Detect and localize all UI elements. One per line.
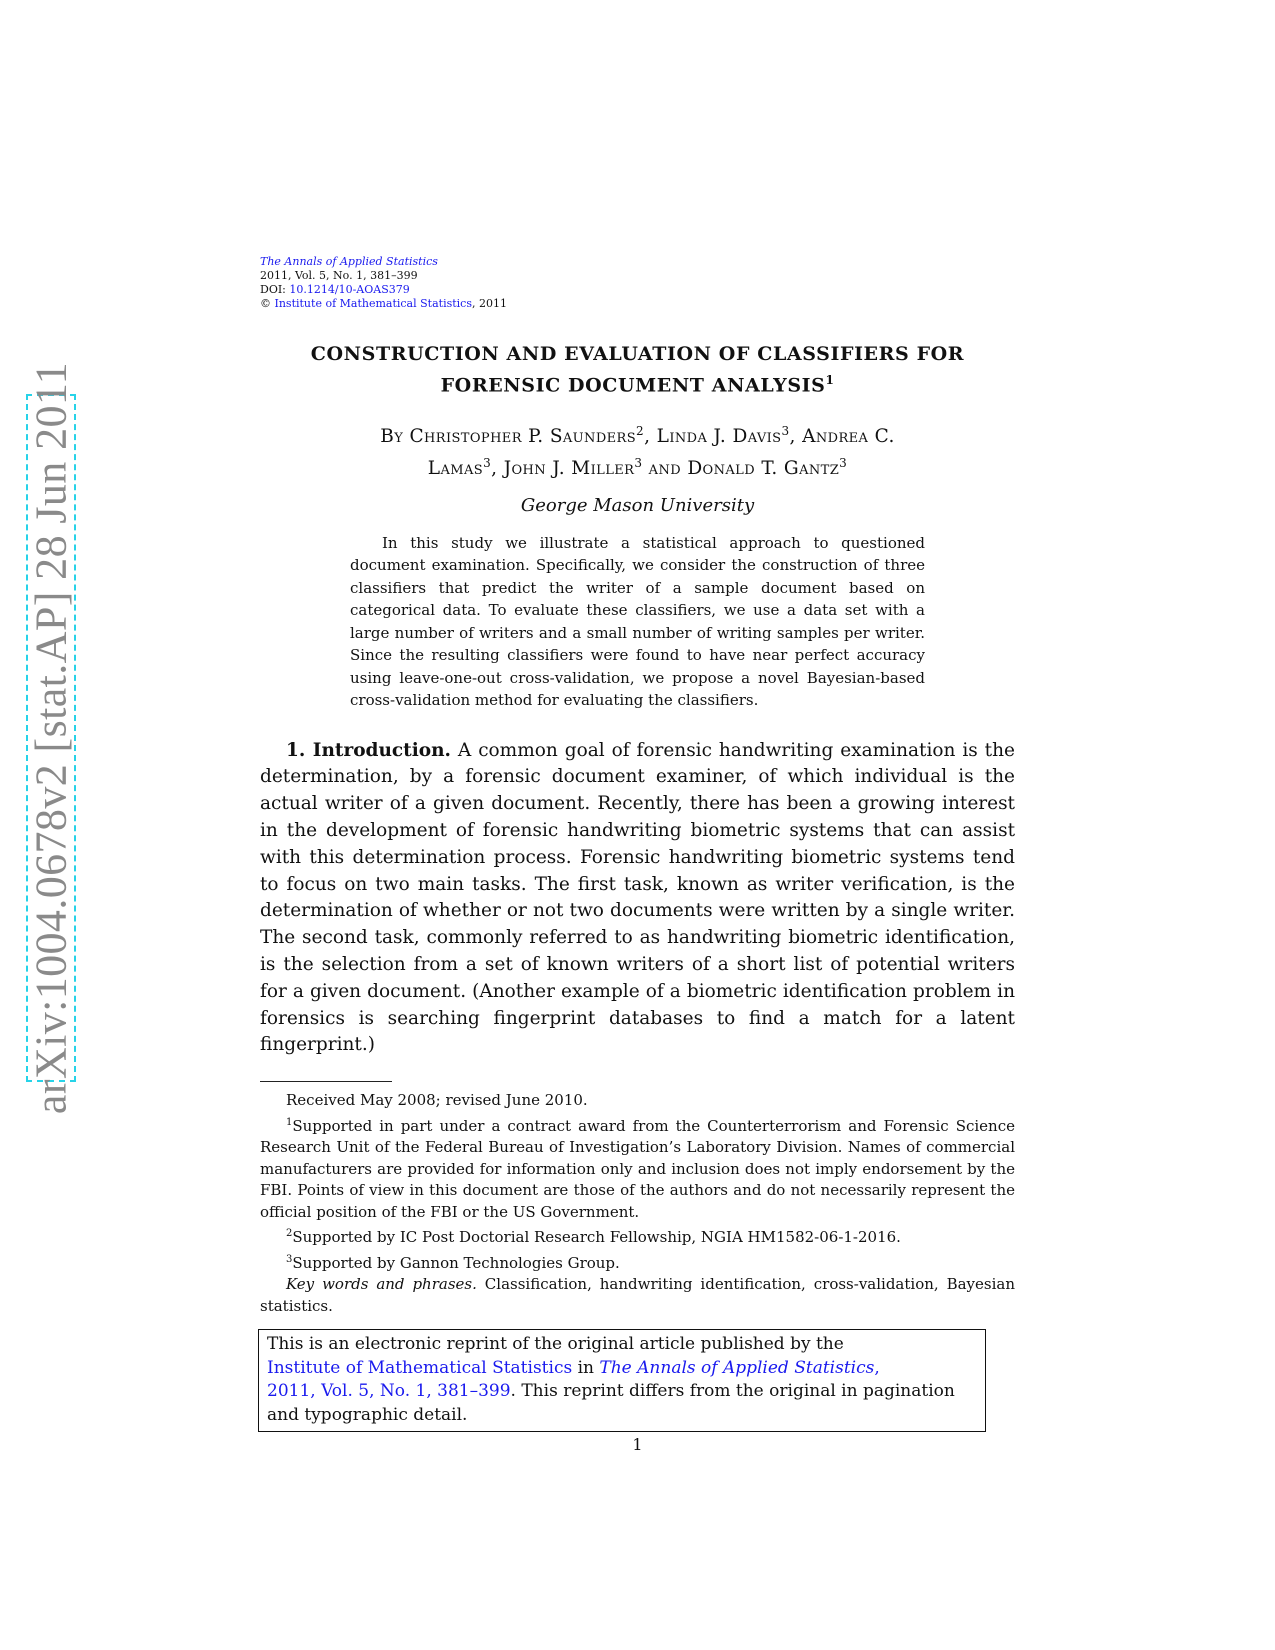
received-date: Received May 2008; revised June 2010. <box>286 1091 588 1110</box>
author-lamas-last: Lamas <box>427 458 484 480</box>
footnote-divider <box>260 1081 392 1082</box>
reprint-text: . This reprint differs from the original in pagination and typographic detail. <box>267 1381 955 1425</box>
journal-header <box>260 255 1015 311</box>
author-separator: , <box>789 426 796 448</box>
title-footnote-mark: 1 <box>825 373 835 387</box>
section-heading: 1. Introduction. <box>286 739 451 761</box>
footnote-mark: 2 <box>286 1228 293 1240</box>
keywords <box>260 1274 1015 1317</box>
page-number: 1 <box>632 1435 643 1455</box>
journal-issue: 2011, Vol. 5, No. 1, 381–399 <box>260 269 418 282</box>
keywords-text: Classification, handwriting identification, cross-validation, Bayesian statistics. <box>260 1275 1015 1315</box>
author-and: and <box>648 458 682 480</box>
introduction-section <box>260 738 1015 1060</box>
reprint-notice <box>258 1329 986 1432</box>
arxiv-identifier: arXiv:1004.0678v2 [stat.AP] 28 Jun 2011 <box>26 361 76 1115</box>
author-by: By <box>380 426 404 448</box>
reprint-issue-link[interactable]: 2011, Vol. 5, No. 1, 381–399 <box>267 1381 511 1402</box>
author-mark: 3 <box>634 456 643 471</box>
footnote-text: Supported in part under a contract award from the Counterterrorism and Forensic Science Research Unit of the Federal Bureau of Investigation’s Laboratory Division. Names of commercial manufacturers are provided for information only and inclusion does not imply endorsement by the FBI. Points of view in this document are those of the authors and do not necessarily represent the official position of the FBI or the US Government. <box>260 1116 1015 1221</box>
author-lamas-first: Andrea C. <box>802 426 895 448</box>
introduction-text: A common goal of forensic handwriting examination is the determination, by a forensic document examiner, of which individual is the actual writer of a given document. Recently, there has been a growing interest in the development of forensic handwriting biometric systems that can assist with this determination process. Forensic handwriting biometric systems tend to focus on two main tasks. The first task, known as writer verification, is the determination of whether or not two documents were written by a single writer. The second task, commonly referred to as handwriting biometric identification, is the selection from a set of known writers of a short list of potential writers for a given document. (Another example of a biometric identification problem in forensics is searching fingerprint databases to find a match for a latent fingerprint.) <box>260 739 1015 1056</box>
paper-page <box>260 255 1015 1454</box>
author-mark: 3 <box>781 424 790 439</box>
author-separator: , <box>491 458 498 480</box>
copyright-year: , 2011 <box>471 297 507 310</box>
author-separator: , <box>644 426 651 448</box>
abstract: In this study we illustrate a statistical approach to questioned document examination. Specifically, we consider the construction of three classifiers that predict the writer of a sample document based on categorical data. To evaluate these classifiers, we use a data set with a large number of writers and a small number of writing samples per writer. Since the resulting classifiers were found to have near perfect accuracy using leave-one-out cross-validation, we propose a novel Bayesian-based cross-validation method for evaluating the classifiers. <box>350 533 925 710</box>
journal-link[interactable]: The Annals of Applied Statistics <box>260 255 438 268</box>
footnote-text: Supported by Gannon Technologies Group. <box>292 1253 620 1272</box>
title-line-1: CONSTRUCTION AND EVALUATION OF CLASSIFIERS FOR <box>310 343 965 365</box>
author-mark: 3 <box>839 456 848 471</box>
keywords-label: Key words and phrases. <box>286 1275 477 1294</box>
footnote-mark: 1 <box>286 1116 293 1128</box>
publisher-link[interactable]: Institute of Mathematical Statistics <box>274 297 472 310</box>
author-miller: John J. Miller <box>503 458 635 480</box>
footnote-text: Supported by IC Post Doctorial Research Fellowship, NGIA HM1582-06-1-2016. <box>292 1228 901 1247</box>
footnote-3 <box>260 1249 1015 1275</box>
footnotes <box>260 1090 1015 1317</box>
copyright-symbol: © <box>260 297 271 310</box>
reprint-comma: , <box>874 1357 880 1378</box>
author-mark: 3 <box>483 456 492 471</box>
author-mark: 2 <box>636 424 645 439</box>
reprint-publisher-link[interactable]: Institute of Mathematical Statistics <box>267 1357 573 1378</box>
reprint-journal-link[interactable]: The Annals of Applied Statistics <box>599 1357 875 1378</box>
paper-title <box>260 341 1015 398</box>
title-line-2: FORENSIC DOCUMENT ANALYSIS <box>440 374 826 397</box>
footnote-2 <box>260 1223 1015 1249</box>
footnote-mark: 3 <box>286 1253 293 1265</box>
footnote-1 <box>260 1112 1015 1224</box>
affiliation: George Mason University <box>520 494 755 516</box>
doi-link[interactable]: 10.1214/10-AOAS379 <box>289 283 410 296</box>
doi-label: DOI: <box>260 283 286 296</box>
reprint-text: in <box>572 1357 600 1378</box>
author-gantz: Donald T. Gantz <box>687 458 840 480</box>
author-list <box>260 418 1015 482</box>
author-saunders: Christopher P. Saunders <box>409 426 637 448</box>
author-davis: Linda J. Davis <box>656 426 782 448</box>
reprint-text: This is an electronic reprint of the original article published by the <box>267 1334 844 1355</box>
